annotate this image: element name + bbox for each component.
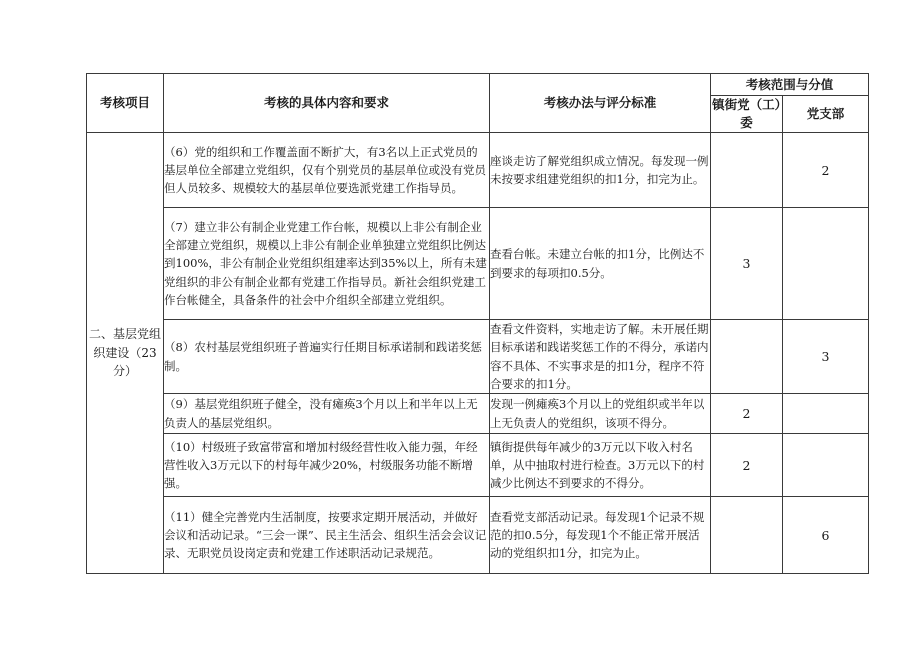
row-method: 查看党支部活动记录。每发现1个记录不规范的扣0.5分，每发现1个不能正常开展活动的党组织扣1分，扣完为止。 (490, 497, 711, 574)
header-scope: 考核范围与分值 (711, 74, 869, 96)
table-row (87, 434, 869, 497)
row-method: 座谈走访了解党组织成立情况。每发现一例未按要求组建党组织的扣1分，扣完为止。 (490, 133, 711, 208)
row-content: （8）农村基层党组织班子普遍实行任期目标承诺制和践诺奖惩制。 (164, 320, 490, 394)
row-content: （6）党的组织和工作覆盖面不断扩大，有3名以上正式党员的基层单位全部建立党组织，仅有个别党员的基层单位或没有党员但人员较多、规模较大的基层单位要选派党建工作指导员。 (164, 133, 490, 208)
row-method: 镇街提供每年减少的3万元以下收入村名单，从中抽取村进行检查。3万元以下的村减少比例达不到要求的不得分。 (490, 434, 711, 497)
row-method: 发现一例瘫痪3个月以上的党组织或半年以上无负责人的党组织，该项不得分。 (490, 394, 711, 434)
header-item: 考核项目 (87, 74, 164, 133)
table-row (87, 394, 869, 434)
table-row (87, 497, 869, 574)
row-branch-score: 3 (783, 320, 869, 394)
row-content: （11）健全完善党内生活制度，按要求定期开展活动，并做好会议和活动记录。“三会一课”、民主生活会、组织生活会会议记录、无职党员设岗定责和党建工作述职活动记录规范。 (164, 497, 490, 574)
header-branch: 党支部 (783, 96, 869, 133)
row-branch-score (783, 394, 869, 434)
row-branch-score (783, 434, 869, 497)
header-method: 考核办法与评分标准 (490, 74, 711, 133)
row-content: （9）基层党组织班子健全，没有瘫痪3个月以上和半年以上无负责人的基层党组织。 (164, 394, 490, 434)
assessment-table (86, 73, 869, 574)
row-town-score (711, 497, 783, 574)
row-branch-score: 6 (783, 497, 869, 574)
row-town-score: 2 (711, 434, 783, 497)
table-row (87, 208, 869, 320)
row-branch-score: 2 (783, 133, 869, 208)
row-town-score: 2 (711, 394, 783, 434)
table-row (87, 133, 869, 208)
row-content: （10）村级班子致富带富和增加村级经营性收入能力强，年经营性收入3万元以下的村每年减少20%，村级服务功能不断增强。 (164, 434, 490, 497)
row-content: （7）建立非公有制企业党建工作台帐，规模以上非公有制企业全部建立党组织，规模以上非公有制企业单独建立党组织比例达到100%，非公有制企业党组织组建率达到35%以上，所有未建党组织的非公有制企业都有党建工作指导员。新社会组织党建工作台帐健全，具备条件的社会中介组织全部建立党组织。 (164, 208, 490, 320)
row-method: 查看台帐。未建立台帐的扣1分，比例达不到要求的每项扣0.5分。 (490, 208, 711, 320)
row-town-score: 3 (711, 208, 783, 320)
row-town-score (711, 320, 783, 394)
section-label: 二、基层党组织建设（23分） (87, 133, 164, 574)
row-method: 查看文件资料，实地走访了解。未开展任期目标承诺和践诺奖惩工作的不得分，承诺内容不具体、不实事求是的扣1分，程序不符合要求的扣1分。 (490, 320, 711, 394)
row-town-score (711, 133, 783, 208)
row-branch-score (783, 208, 869, 320)
header-row-top (87, 74, 869, 96)
table-row (87, 320, 869, 394)
header-content: 考核的具体内容和要求 (164, 74, 490, 133)
header-town: 镇街党（工）委 (711, 96, 783, 133)
